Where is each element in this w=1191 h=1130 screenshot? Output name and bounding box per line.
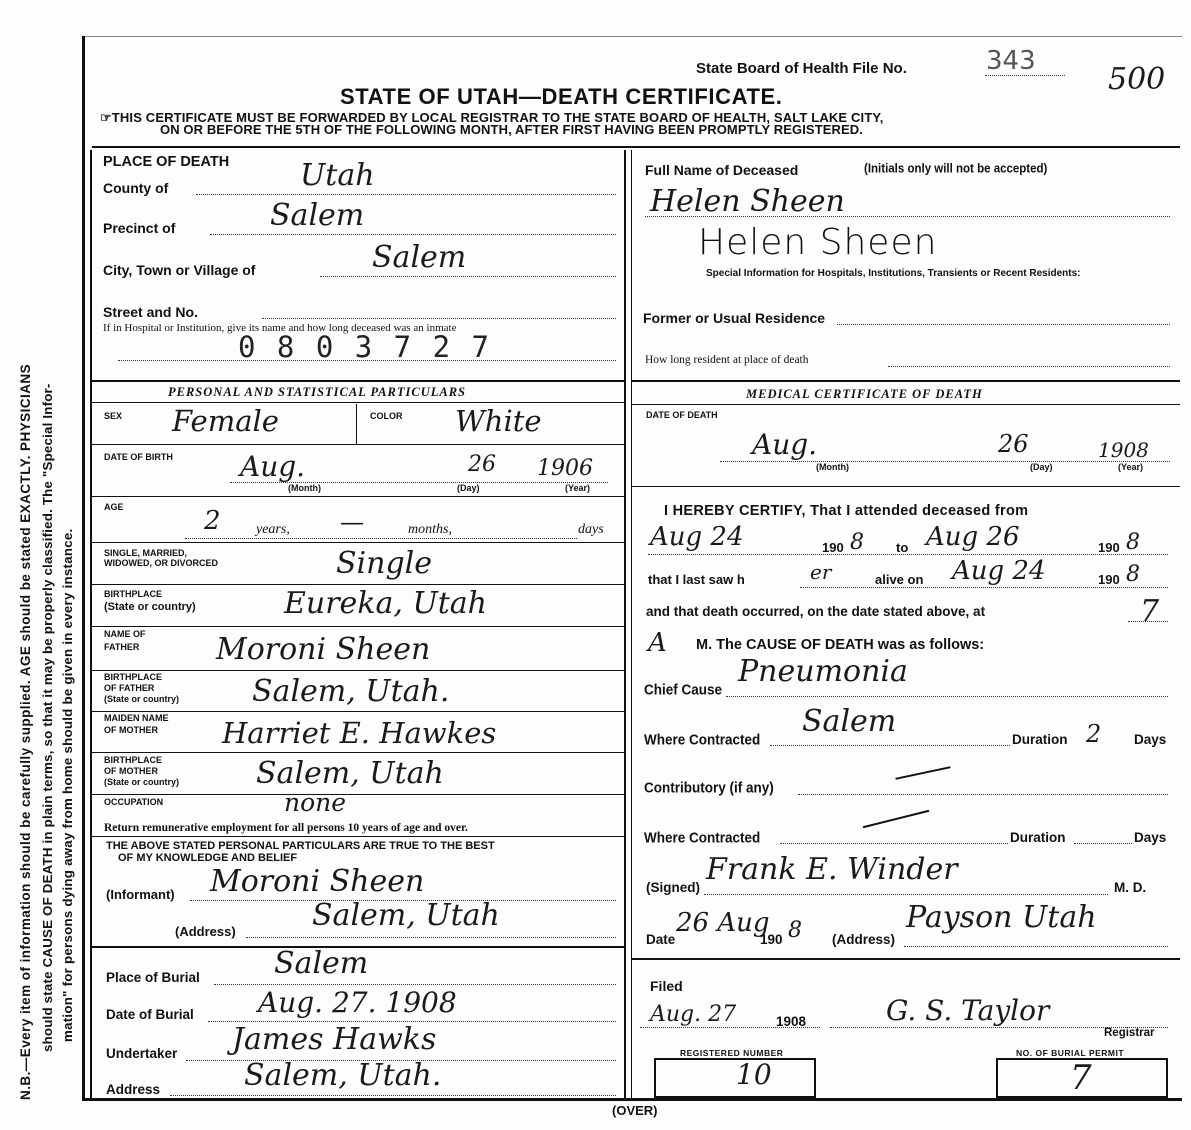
alive-year: 190 [1098, 572, 1120, 587]
burial-permit-value: 7 [1070, 1058, 1092, 1098]
chief-cause-line [726, 696, 1168, 697]
last-saw-label: that I last saw h [648, 572, 745, 587]
filing-top-rule [632, 958, 1180, 960]
bp-mother-bottom-rule [92, 794, 626, 795]
dob-bottom-rule [92, 496, 626, 497]
signed-line [704, 894, 1108, 895]
filed-label: Filed [650, 978, 683, 994]
city-line [320, 276, 616, 277]
sex-value: Female [172, 404, 279, 438]
medical-heading: MEDICAL CERTIFICATE OF DEATH [746, 387, 983, 401]
filed-date: Aug. 27 [650, 1002, 737, 1027]
bp-mother-value: Salem, Utah [256, 756, 444, 791]
contracted-value: Salem [802, 704, 897, 739]
birthplace-value: Eureka, Utah [284, 586, 487, 621]
dod-month: Aug. [752, 428, 818, 461]
how-long-label: How long resident at place of death [645, 354, 809, 366]
mother-value: Harriet E. Hawkes [222, 716, 497, 750]
occupation-label: OCCUPATION [104, 797, 164, 807]
burial-place-label: Place of Burial [106, 970, 200, 985]
hour-value: 7 [1140, 594, 1160, 629]
color-label: COLOR [370, 411, 403, 421]
bp-mother-state-note: (State or country) [104, 777, 180, 787]
undertaker-value: James Hawks [232, 1022, 437, 1057]
county-label: County of [103, 180, 169, 196]
burial-date-value: Aug. 27. 1908 [258, 986, 457, 1019]
father-bottom-rule [92, 670, 626, 671]
informant-value: Moroni Sheen [210, 864, 425, 899]
alive-year-hw: 8 [1126, 562, 1140, 587]
personal-top-rule [92, 380, 626, 382]
side-note-2: should state CAUSE OF DEATH in plain terms, so that it may be properly classified. The "Special Infor- [40, 383, 55, 1052]
mother-label-1: MAIDEN NAME [104, 713, 169, 723]
stamped-number: 0 8 0 3 7 2 7 [238, 330, 491, 364]
birthplace-label: BIRTHPLACE [104, 589, 162, 599]
special-info-label: Special Information for Hospitals, Institutions, Transients or Recent Residents: [706, 268, 1081, 279]
registered-number-value: 10 [736, 1058, 772, 1091]
occupation-note: Return remunerative employment for all persons 10 years of age and over. [104, 822, 468, 834]
sig-address-line [904, 946, 1168, 947]
age-line [185, 538, 577, 539]
contracted2-line [780, 843, 1008, 844]
dob-year: 1906 [537, 456, 593, 481]
attended-to-year-hw: 8 [1126, 530, 1140, 555]
contributory-label: Contributory (if any) [644, 779, 774, 796]
age-years-word: years, [256, 522, 290, 537]
md-label: M. D. [1114, 880, 1147, 895]
am-value: A [648, 628, 667, 658]
contributory-dash [895, 766, 950, 780]
left-border-inner [90, 150, 92, 1100]
corner-number: 500 [1108, 62, 1166, 97]
contracted2-dash [863, 810, 929, 828]
precinct-line [210, 234, 616, 235]
bp-father-value: Salem, Utah. [252, 674, 450, 709]
center-divider [624, 150, 626, 1098]
how-long-line [888, 366, 1170, 367]
age-bottom-rule [92, 542, 626, 543]
burial-date-label: Date of Burial [106, 1007, 194, 1022]
duration2-days-label: Days [1134, 830, 1167, 845]
sig-date-year: 190 [760, 932, 783, 947]
age-years: 2 [204, 506, 221, 536]
color-value: White [455, 404, 542, 438]
medical-heading-rule [632, 404, 1180, 405]
former-residence-line [837, 324, 1170, 325]
age-months-word: months, [408, 522, 452, 537]
contracted-label: Where Contracted [644, 731, 761, 748]
registered-number-label: REGISTERED NUMBER [680, 1048, 784, 1058]
side-note-3: mation" for persons dying away from home should be given in every instance. [60, 528, 75, 1042]
dod-year-caption: (Year) [1118, 462, 1144, 472]
duration-value: 2 [1086, 720, 1102, 748]
duration2-label: Duration [1010, 830, 1066, 845]
notice-line-1: ☞THIS CERTIFICATE MUST BE FORWARDED BY LOCAL REGISTRAR TO THE STATE BOARD OF HEALTH, SALT LAKE CITY, [100, 110, 884, 125]
dod-line [720, 461, 1170, 462]
file-number-line [985, 75, 1065, 76]
bp-mother-label-1: BIRTHPLACE [104, 755, 162, 765]
full-name-label: Full Name of Deceased [645, 162, 799, 178]
precinct-label: Precinct of [103, 220, 176, 236]
city-label: City, Town or Village of [103, 262, 256, 278]
last-saw-hw: er [810, 560, 832, 584]
dob-month-caption: (Month) [288, 483, 321, 493]
informant-label: (Informant) [106, 887, 175, 902]
informant-address-value: Salem, Utah [312, 898, 500, 933]
dob-label: DATE OF BIRTH [104, 452, 173, 462]
bp-father-bottom-rule [92, 711, 626, 712]
chief-cause-value: Pneumonia [738, 654, 908, 689]
precinct-value: Salem [270, 198, 365, 233]
registered-number-box [654, 1058, 816, 1098]
duration-label: Duration [1012, 732, 1068, 747]
dob-year-caption: (Year) [565, 483, 591, 493]
age-days-word: days [578, 522, 604, 537]
marital-bottom-rule [92, 584, 626, 585]
street-label: Street and No. [103, 304, 198, 320]
side-note-1: N.B.—Every item of information should be carefully supplied. AGE should be stated EXACTLY. PHYSICIANS [18, 363, 33, 1100]
signed-label: (Signed) [646, 880, 700, 895]
dod-label: DATE OF DEATH [646, 410, 718, 420]
dod-day-caption: (Day) [1030, 462, 1053, 472]
place-of-death-title: PLACE OF DEATH [103, 154, 230, 170]
alive-on-label: alive on [875, 572, 924, 587]
marital-label-1: SINGLE, MARRIED, [104, 548, 188, 558]
mother-bottom-rule [92, 752, 626, 753]
top-section-rule [92, 146, 1180, 148]
age-months: — [340, 508, 364, 536]
sig-address-value: Payson Utah [906, 900, 1097, 935]
attended-from-date: Aug 24 [650, 522, 744, 552]
page-title: STATE OF UTAH—DEATH CERTIFICATE. [340, 84, 783, 109]
county-value: Utah [300, 158, 375, 193]
cause-intro: M. The CAUSE OF DEATH was as follows: [696, 637, 985, 653]
left-border [82, 36, 85, 1100]
undertaker-address-line [170, 1095, 616, 1096]
marital-label-2: WIDOWED, OR DIVORCED [104, 558, 218, 568]
contributory-line [798, 794, 1168, 795]
filed-line [640, 1027, 820, 1028]
sig-date-year-hw: 8 [788, 918, 802, 943]
attended-to-date: Aug 26 [926, 522, 1020, 552]
hour-line [1128, 621, 1168, 622]
bp-father-label-2: OF FATHER [104, 683, 155, 693]
center-divider-2 [631, 150, 632, 1098]
alive-line [800, 587, 1168, 588]
city-value: Salem [372, 240, 467, 275]
attended-to-word: to [896, 540, 909, 555]
birthplace-bottom-rule [92, 626, 626, 627]
contracted-line [770, 745, 1010, 746]
dob-day: 26 [468, 452, 496, 477]
inmate-note: If in Hospital or Institution, give its name and how long deceased was an inmate [103, 322, 457, 334]
alive-date: Aug 24 [952, 556, 1046, 586]
dod-bottom-rule [632, 486, 1180, 487]
file-number-label: State Board of Health File No. [696, 60, 907, 77]
duration-days-label: Days [1134, 732, 1167, 747]
file-number: 343 [986, 46, 1036, 76]
dod-month-caption: (Month) [816, 462, 849, 472]
informant-address-label: (Address) [175, 924, 236, 939]
bp-father-state-note: (State or country) [104, 694, 180, 704]
full-name-note: (Initials only will not be accepted) [864, 162, 1048, 176]
bp-father-label-1: BIRTHPLACE [104, 672, 162, 682]
age-label: AGE [104, 502, 124, 512]
full-name-value-2: Helen Sheen [698, 222, 938, 263]
bottom-border [82, 1098, 1182, 1101]
informant-address-line [246, 937, 616, 938]
true-statement-1: THE ABOVE STATED PERSONAL PARTICULARS ARE TRUE TO THE BEST [106, 840, 495, 852]
top-border [82, 36, 1182, 37]
dob-day-caption: (Day) [457, 483, 480, 493]
sex-label: SEX [104, 411, 123, 421]
occupation-value: none [284, 788, 347, 817]
burial-place-value: Salem [274, 946, 369, 981]
sig-date-label: Date [646, 932, 676, 947]
contracted2-label: Where Contracted [644, 829, 761, 846]
personal-heading-rule [92, 402, 626, 403]
filed-year: 1908 [776, 1014, 807, 1029]
sex-bottom-rule [92, 444, 626, 445]
attended-from-year-hw: 8 [850, 530, 864, 555]
occupation-bottom-rule [92, 836, 626, 837]
burial-permit-label: NO. OF BURIAL PERMIT [1016, 1048, 1125, 1058]
county-line [196, 194, 616, 195]
dob-line [230, 482, 608, 483]
registrar-signature: G. S. Taylor [886, 994, 1050, 1027]
father-label-2: FATHER [104, 642, 140, 652]
notice-line-2: ON OR BEFORE THE 5TH OF THE FOLLOWING MONTH, AFTER FIRST HAVING BEEN PROMPTLY REGISTERED. [160, 122, 863, 137]
physician-signature: Frank E. Winder [706, 852, 958, 887]
marital-value: Single [336, 546, 433, 581]
mother-label-2: OF MOTHER [104, 725, 158, 735]
attended-to-year: 190 [1098, 540, 1120, 555]
full-name-value: Helen Sheen [650, 184, 845, 219]
sex-color-divider [356, 404, 357, 444]
chief-cause-label: Chief Cause [644, 681, 723, 698]
street-line [262, 318, 616, 319]
dob-month: Aug. [240, 450, 306, 483]
dod-day: 26 [998, 430, 1029, 458]
duration2-line [1074, 843, 1132, 844]
attended-from-year: 190 [822, 540, 844, 555]
occurred-label: and that death occurred, on the date stated above, at [646, 604, 986, 619]
registrar-label: Registrar [1104, 1027, 1155, 1039]
attended-line [648, 554, 1168, 555]
personal-heading: PERSONAL AND STATISTICAL PARTICULARS [168, 385, 466, 399]
over-label: (OVER) [612, 1103, 658, 1118]
bp-mother-label-2: OF MOTHER [104, 766, 158, 776]
burial-place-line [214, 984, 616, 985]
dod-year: 1908 [1098, 438, 1149, 462]
sig-address-label: (Address) [832, 932, 896, 947]
certify-line: I HEREBY CERTIFY, That I attended deceased from [664, 503, 1029, 519]
father-label-1: NAME OF [104, 629, 146, 639]
medical-top-rule [632, 380, 1180, 382]
undertaker-label: Undertaker [106, 1046, 178, 1061]
true-statement-2: OF MY KNOWLEDGE AND BELIEF [118, 852, 298, 864]
birthplace-state-note: (State or country) [104, 601, 196, 613]
undertaker-address-label: Address [106, 1082, 161, 1097]
father-value: Moroni Sheen [216, 632, 431, 667]
sig-date-value: 26 Aug [676, 908, 770, 938]
former-residence-label: Former or Usual Residence [643, 310, 826, 326]
undertaker-address-value: Salem, Utah. [244, 1058, 442, 1093]
